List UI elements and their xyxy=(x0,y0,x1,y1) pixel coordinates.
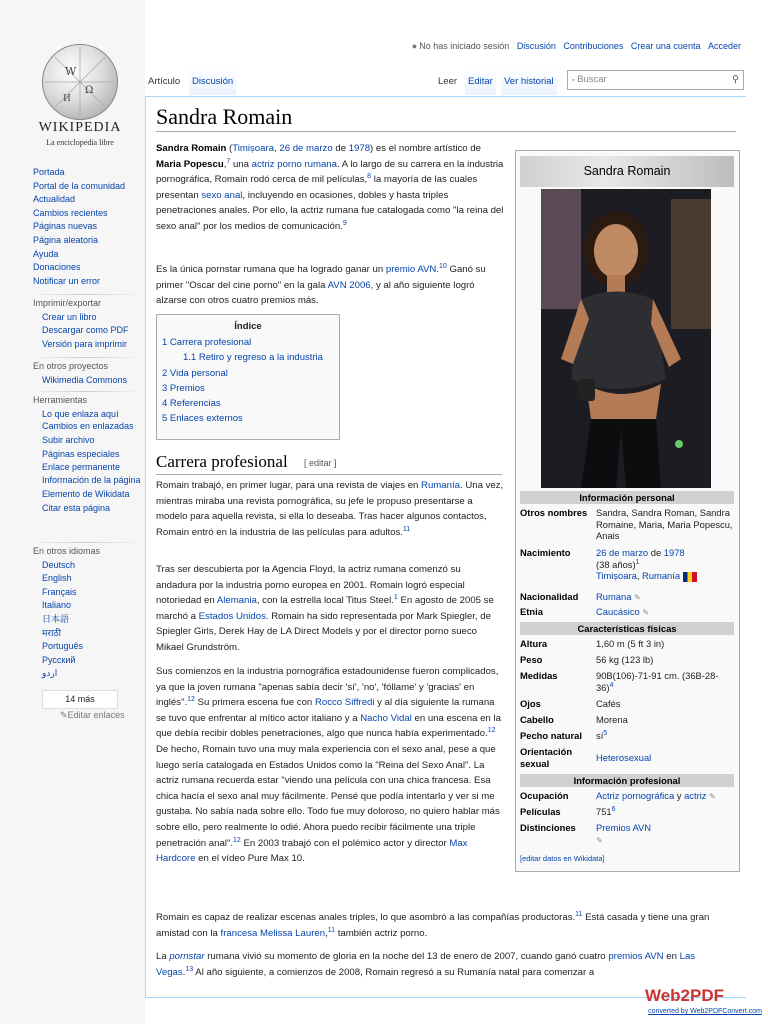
link-melissa-lauren[interactable]: Melissa Lauren xyxy=(260,927,326,939)
sidebar-item-paginas-especiales[interactable]: Páginas especiales xyxy=(42,448,120,459)
toc-title: Índice xyxy=(234,321,262,332)
sidebar-heading-languages[interactable]: En otros idiomas xyxy=(33,546,101,556)
sidebar-item-paginas-nuevas[interactable]: Páginas nuevas xyxy=(33,221,98,232)
link-birth-date[interactable]: 26 de marzo xyxy=(596,547,649,558)
infobox-key: Nacionalidad xyxy=(520,591,579,602)
sidebar-item-crear-libro[interactable]: Crear un libro xyxy=(42,311,97,322)
text: Al año siguiente, a comienzos de 2008, Romain regresó a su Rumanía natal para comenzar a xyxy=(195,966,595,978)
infobox-row xyxy=(520,591,734,604)
infobox-key: Etnia xyxy=(520,606,543,617)
infobox-value: 56 kg (123 lb) xyxy=(596,654,654,665)
text: La xyxy=(156,951,167,962)
text: . Romain ha sido representada por Mark Spiegler, de Spiegler Girls, Derek Hay de LA Direct Models y por el director porno sueco Mikael Grundström. xyxy=(156,610,491,653)
sidebar-item-actualidad[interactable]: Actualidad xyxy=(33,194,76,205)
infobox-value: 1,60 m (5 ft 3 in) xyxy=(596,638,665,649)
pencil-icon[interactable]: ✎ xyxy=(596,835,603,845)
link-actriz[interactable]: actriz xyxy=(684,790,707,801)
link-timisoara[interactable]: Timișoara xyxy=(596,570,637,581)
toc-item[interactable]: 5 Enlaces externos xyxy=(162,413,243,425)
lang-russian[interactable]: Русский xyxy=(42,654,76,665)
infobox-photo[interactable] xyxy=(541,189,711,488)
tab-discussion[interactable]: Discusión xyxy=(189,68,236,95)
infobox-row xyxy=(520,746,734,772)
infobox-value xyxy=(596,730,734,742)
sidebar-heading-print[interactable]: Imprimir/exportar xyxy=(33,298,102,308)
sidebar-item-aleatoria[interactable]: Página aleatoria xyxy=(33,234,99,245)
link-avn-2006[interactable]: AVN 2006 xyxy=(327,279,371,291)
infobox-key: Ojos xyxy=(520,698,541,709)
pencil-icon[interactable]: ✎ xyxy=(642,608,650,617)
text: Tras ser descubierta por la Agencia Floyd, la actriz rumana comenzó su andadura por la industria porno europea en 2001. Romain logró especial notoriedad en xyxy=(156,564,465,607)
infobox-value: 26 de marzo de 1978 (38 años)$^1$ Timișoara, Rumanía xyxy=(596,547,734,582)
link-timisoara[interactable]: Timișoara xyxy=(232,143,275,154)
toc-item[interactable]: 4 Referencias xyxy=(162,398,221,410)
infobox-key: Otros nombres xyxy=(520,507,588,518)
user-talk-link[interactable]: Discusión xyxy=(516,41,556,51)
link-nacho-vidal[interactable]: Nacho Vidal xyxy=(360,712,412,724)
sidebar-item-version-imprimir[interactable]: Versión para imprimir xyxy=(42,338,128,349)
pencil-icon: ✎ xyxy=(60,710,68,720)
sidebar-item-enlace-permanente[interactable]: Enlace permanente xyxy=(42,462,121,473)
text: , y al año siguiente logró alzarse con otros cuatro premios más. xyxy=(156,279,475,307)
text: en xyxy=(666,951,677,962)
text: de xyxy=(650,547,662,558)
link-caucasico[interactable]: Caucásico xyxy=(596,606,640,617)
text: 751 xyxy=(596,806,612,817)
text: En agosto de 2005 se marchó a xyxy=(156,595,494,622)
article-subject: Sandra Romain xyxy=(156,143,227,154)
sidebar-heading-tools[interactable]: Herramientas xyxy=(33,395,88,405)
lang-english[interactable]: English xyxy=(42,573,72,584)
link-birth-date[interactable]: 26 de marzo xyxy=(279,143,333,154)
text: Ganó su primer "Oscar del cine porno" en la gala xyxy=(156,264,486,291)
sidebar-item-portada[interactable]: Portada xyxy=(33,167,65,177)
link-birth-year[interactable]: 1978 xyxy=(348,143,371,154)
sidebar-item-portal[interactable]: Portal de la comunidad xyxy=(33,180,126,191)
user-icon: ● xyxy=(411,41,418,51)
contributions-link[interactable]: Contribuciones xyxy=(563,41,624,51)
infobox-title: Sandra Romain xyxy=(520,156,734,187)
ref[interactable]: 6 xyxy=(611,805,616,813)
personal-paragraph-1: Romain es capaz de realizar escenas anales triples, lo que asombró a las compañías productoras.$^{11}$ Está casada y tiene una gran amistad con la francesa Melissa Lauren,$^{11}$ también actriz porno. xyxy=(156,910,710,939)
pencil-icon[interactable]: ✎ xyxy=(709,792,716,801)
infobox-row xyxy=(520,790,734,803)
intro-paragraph-2: Es la única pornstar rumana que ha logrado ganar un premio AVN.$^{10}$ Ganó su primer "Oscar del cine porno" en la gala AVN 2006, y al año siguiente logró alzarse con otros cuatro premios más. xyxy=(156,262,486,307)
not-logged-in-text: No has iniciado sesión xyxy=(419,41,510,51)
text: Su primera escena fue con xyxy=(197,697,313,709)
sidebar-item-commons[interactable]: Wikimedia Commons xyxy=(42,374,128,385)
infobox-key: Altura xyxy=(520,638,548,649)
sidebar-item-ayuda[interactable]: Ayuda xyxy=(33,248,59,259)
ref[interactable]: 11 xyxy=(575,910,583,918)
infobox-row xyxy=(520,638,734,651)
search-prefix-icon: ▫ xyxy=(572,77,575,84)
wikidata-edit-link[interactable]: [editar datos en Wikidata] xyxy=(520,854,605,863)
link-estados-unidos[interactable]: Estados Unidos xyxy=(198,610,266,622)
link-premio-avn[interactable]: premio AVN xyxy=(385,264,437,275)
link-birth-year[interactable]: 1978 xyxy=(663,547,685,558)
infobox-value: Sandra, Sandra Roman, Sandra Romaine, Maria, Maria Popescu, Anais xyxy=(596,507,733,541)
svg-text:W: W xyxy=(65,65,77,78)
create-account-link[interactable]: Crear una cuenta xyxy=(630,41,701,51)
sidebar-item-donaciones[interactable]: Donaciones xyxy=(33,262,81,273)
infobox-key: Ocupación xyxy=(520,790,569,801)
text: 90B(106)-71-91 cm. (36B-28-36) xyxy=(596,670,719,693)
link-premios-avn[interactable]: Premios AVN xyxy=(596,822,652,833)
sidebar-item-info-pagina[interactable]: Información de la página xyxy=(42,474,141,485)
lang-japanese[interactable]: 日本語 xyxy=(42,613,70,624)
ref[interactable]: 12 xyxy=(233,836,241,844)
personal-toolbar xyxy=(407,41,741,51)
text: y al día siguiente la rumana se tuvo que enfrentar al mítico actor italiano y a xyxy=(156,697,495,724)
wikipedia-logo[interactable] xyxy=(28,44,138,154)
link-las-vegas[interactable]: Las Vegas xyxy=(156,951,696,978)
infobox-key: Películas xyxy=(520,806,561,817)
infobox-row xyxy=(520,654,734,667)
career-paragraph-3 xyxy=(156,664,502,867)
section-edit-link[interactable]: [ editar ] xyxy=(304,458,337,468)
search-placeholder: Buscar xyxy=(577,74,607,85)
lang-francais[interactable]: Français xyxy=(42,586,77,597)
infobox-value xyxy=(596,591,734,604)
infobox-key: Distinciones xyxy=(520,822,576,833)
career-paragraph-1 xyxy=(156,478,506,540)
lang-marathi[interactable]: मराठी xyxy=(42,627,61,638)
sidebar-divider xyxy=(29,294,141,295)
text: es el nombre artístico de xyxy=(375,143,481,154)
lang-italiano[interactable]: Italiano xyxy=(42,600,72,611)
sidebar-item-wikidata[interactable]: Elemento de Wikidata xyxy=(42,488,130,499)
sidebar-item-cambios-enlazadas[interactable]: Cambios en enlazadas xyxy=(42,421,134,432)
edit-links-label: Editar enlaces xyxy=(67,710,125,720)
text: , incluyendo en ocasiones, dobles y hasta triples penetraciones anales. Por ello, la actriz rumana fue catalogada como "la reina del sexo anal" por los medios de comunicación. xyxy=(156,189,504,232)
text: sí xyxy=(596,730,604,741)
ref[interactable]: 11 xyxy=(402,525,411,533)
text: la mayoría de las cuales presentan xyxy=(156,174,478,201)
sidebar-item-subir-archivo[interactable]: Subir archivo xyxy=(42,435,95,446)
lang-portugues[interactable]: Português xyxy=(42,641,84,652)
sidebar-item-descargar-pdf[interactable]: Descargar como PDF xyxy=(42,325,129,336)
infobox-value xyxy=(596,670,734,693)
toc-item[interactable]: 1 Carrera profesional xyxy=(162,337,252,348)
text: Romain trabajó, en primer lugar, para una revista de viajes en xyxy=(156,480,419,491)
real-name: Maria Popescu xyxy=(156,158,224,170)
toc-item[interactable]: 2 Vida personal xyxy=(162,367,228,379)
infobox-value xyxy=(596,790,734,803)
infobox-value xyxy=(596,822,734,846)
search-icon[interactable]: ⚲ xyxy=(732,74,739,85)
sidebar-main-nav xyxy=(33,166,145,288)
intro-paragraph: Sandra Romain (Timișoara, 26 de marzo de 1978) es el nombre artístico de Maria Popescu,$^7$ una actriz porno rumana. A lo largo de su carrera en la industria pornográfica, Romain rodó cerca de mil películas,$^8$ la mayoría de las cuales presentan sexo anal, incluyendo en ocasiones, dobles y hasta triples penetraciones anales. Por ello, la actriz rumana fue catalogada como "la reina del sexo anal" por los medios de comunicación.$^9$ xyxy=(156,143,504,232)
ref[interactable]: 11 xyxy=(327,926,336,934)
text: Romain es capaz de realizar escenas anales triples, lo que asombró a las compañías productoras. xyxy=(156,912,576,923)
sidebar-item-citar[interactable]: Citar esta página xyxy=(42,502,111,513)
section-heading-carrera: Carrera profesional xyxy=(156,452,288,471)
ref[interactable]: 10 xyxy=(439,262,447,270)
page-title: Sandra Romain xyxy=(156,104,293,129)
infobox-key[interactable]: Pecho natural xyxy=(520,730,582,741)
web2pdf-logo[interactable]: Web2PDF xyxy=(644,986,724,1005)
sidebar-divider xyxy=(29,542,141,543)
title-divider xyxy=(156,131,736,132)
infobox-section-personal: Información personal xyxy=(520,491,734,504)
text: De hecho, Romain tuvo una muy mala experiencia con el sexo anal, pese a que luego sería catalogada en Estados Unidos como la "Reina del Sexo Anal". La actriz rumana recuerda estar "viendo una película con una chica francesa. Esa chica hacía el sexo anal muy fácilmente. Pensé que podía intentarlo y ver si me gustaba. No sabía nada sobre ello. Todo fue muy doloroso, no quiero hablar más sobre ello, pero realmente lo odié. Ahora puedo recibir fácilmente una triple penetración anal". xyxy=(156,743,500,849)
infobox-key: Medidas xyxy=(520,670,558,681)
text: , con la estrella local Titus Steel. xyxy=(256,595,394,607)
infobox-row xyxy=(520,606,734,619)
sidebar-print-nav xyxy=(33,297,145,351)
toc-item[interactable]: 1.1 Retiro y regreso a la industria xyxy=(183,352,323,364)
sidebar-tools-nav xyxy=(33,394,145,515)
infobox-key: Peso xyxy=(520,654,543,665)
ref[interactable]: 4 xyxy=(609,681,614,689)
puzzle-globe-icon xyxy=(42,44,118,120)
section-divider xyxy=(156,474,502,475)
infobox-row xyxy=(520,698,734,711)
ref[interactable]: 5 xyxy=(603,729,608,737)
sidebar-divider xyxy=(29,357,141,358)
logo-subtitle: La enciclopedia libre xyxy=(46,138,114,147)
sidebar-heading-projects[interactable]: En otros proyectos xyxy=(33,361,109,371)
career-paragraph-2 xyxy=(156,562,502,656)
edit-links-button[interactable] xyxy=(60,710,125,721)
text: Está casada y tiene una gran amistad con la xyxy=(156,912,710,939)
infobox-row xyxy=(520,670,734,696)
text: Sus comienzos en la industria pornográfica estadounidense fueron complicados, ya que la joven rumana "apenas sabía decir 'sí', 'no', 'fóllame' y 'gracias' en inglés". xyxy=(156,666,499,709)
infobox-value: Cafés xyxy=(596,698,621,709)
infobox-key: Nacimiento xyxy=(520,547,571,558)
infobox-row xyxy=(520,730,734,743)
pencil-icon[interactable]: ✎ xyxy=(634,593,641,602)
logo-title: WIKIPEDIA xyxy=(38,120,122,135)
infobox-section-professional: Información profesional xyxy=(520,774,734,787)
link-rocco-siffredi[interactable]: Rocco Siffredi xyxy=(314,697,375,709)
text: . Una vez, mientras miraba una revista pornográfica, su jefe le propuso presentarse a modelo para aquella revista, si ella lo deseaba. Tras hacer algunos contactos, Romain entró en la industria de las películas para adultos. xyxy=(156,480,504,538)
infobox-row xyxy=(520,822,734,848)
ref[interactable]: 1 xyxy=(393,594,398,601)
infobox-key: Cabello xyxy=(520,714,554,725)
text: en una escena en la que debía recibir dobles penetraciones, algo que nunca había experimentado. xyxy=(156,712,501,740)
text: En 2003 trabajó con el polémico actor y director xyxy=(243,837,447,849)
infobox-row xyxy=(520,806,734,819)
login-link[interactable]: Acceder xyxy=(707,41,741,51)
table-of-contents xyxy=(156,314,340,440)
infobox-row xyxy=(520,507,734,543)
text: una xyxy=(232,158,249,170)
link-rumana[interactable]: Rumana xyxy=(596,591,632,602)
infobox-value xyxy=(596,606,734,619)
infobox-row xyxy=(520,714,734,727)
infobox-value[interactable]: Heterosexual xyxy=(596,752,652,763)
link-alemania[interactable]: Alemania xyxy=(216,595,257,607)
text: rumana vivió su momento de gloria en la noche del 13 de enero de 2007, cuando ganó cuatro xyxy=(207,951,606,962)
link-max-hardcore[interactable]: Max Hardcore xyxy=(156,837,468,865)
ref[interactable]: 8 xyxy=(367,173,372,180)
text: también actriz porno. xyxy=(337,927,428,939)
sidebar-item-cambios[interactable]: Cambios recientes xyxy=(33,207,108,218)
text: Es la única pornstar rumana que ha logrado ganar un xyxy=(156,264,384,275)
link-francesa[interactable]: francesa xyxy=(220,927,258,939)
link-rumania[interactable]: Rumanía xyxy=(421,480,460,491)
ref[interactable]: 9 xyxy=(342,219,347,227)
link-pornstar[interactable]: pornstar xyxy=(169,951,205,962)
text: (38 años) xyxy=(596,558,636,570)
link-premios-avn[interactable]: premios AVN xyxy=(608,951,664,962)
tab-read[interactable]: Leer xyxy=(435,68,460,95)
tab-edit[interactable]: Editar xyxy=(465,68,496,95)
infobox-key[interactable]: Orientación sexual xyxy=(520,746,573,769)
svg-text:Ω: Ω xyxy=(85,85,94,96)
tab-article[interactable]: Artículo xyxy=(145,68,183,95)
ref[interactable]: 12 xyxy=(487,727,496,735)
portrait-illustration xyxy=(541,189,711,488)
more-languages-button[interactable]: 14 más xyxy=(42,690,118,709)
infobox-section-physical: Características físicas xyxy=(520,622,734,635)
ref[interactable]: 12 xyxy=(187,696,195,703)
infobox-value xyxy=(596,806,734,818)
ref[interactable]: 1 xyxy=(635,558,640,566)
svg-text:И: И xyxy=(63,94,71,104)
ref[interactable]: 7 xyxy=(226,157,231,165)
text: en el vídeo Pure Max 10. xyxy=(198,853,305,865)
link-actriz-pornografica[interactable]: Actriz pornográfica xyxy=(596,790,675,801)
infobox xyxy=(515,150,740,872)
text: y xyxy=(676,790,682,801)
romania-flag-icon xyxy=(683,572,697,582)
link-actriz-porno[interactable]: actriz porno rumana xyxy=(251,158,337,170)
infobox-value: Morena xyxy=(596,714,628,725)
converted-by-link[interactable]: converted by Web2PDFConvert.com xyxy=(648,1008,762,1015)
sidebar-item-lo-que-enlaza[interactable]: Lo que enlaza aquí xyxy=(42,408,119,419)
infobox-row xyxy=(520,547,734,587)
link-rumania[interactable]: Rumanía xyxy=(642,570,681,581)
text: . A lo largo de su carrera en la industria pornográfica, Romain rodó cerca de mil películas, xyxy=(156,158,504,186)
sidebar-divider xyxy=(29,391,141,392)
tab-history[interactable]: Ver historial xyxy=(501,68,557,95)
sidebar-projects-nav xyxy=(33,360,145,387)
lang-urdu[interactable]: اردو xyxy=(42,668,58,679)
toc-item[interactable]: 3 Premios xyxy=(162,382,205,394)
ref[interactable]: 13 xyxy=(185,965,194,973)
link-sexo-anal[interactable]: sexo anal xyxy=(201,189,243,201)
lang-deutsch[interactable]: Deutsch xyxy=(42,559,76,570)
sidebar-item-notificar[interactable]: Notificar un error xyxy=(33,275,101,286)
personal-paragraph-2: La pornstar rumana vivió su momento de gloria en la noche del 13 de enero de 2007, cuando ganó cuatro premios AVN en Las Vegas.$^{13}$ Al año siguiente, a comienzos de 2008, Romain regresó a su Rumanía natal para comenzar a xyxy=(156,951,696,978)
search-input[interactable] xyxy=(567,70,744,90)
sidebar-languages-nav xyxy=(33,545,145,681)
